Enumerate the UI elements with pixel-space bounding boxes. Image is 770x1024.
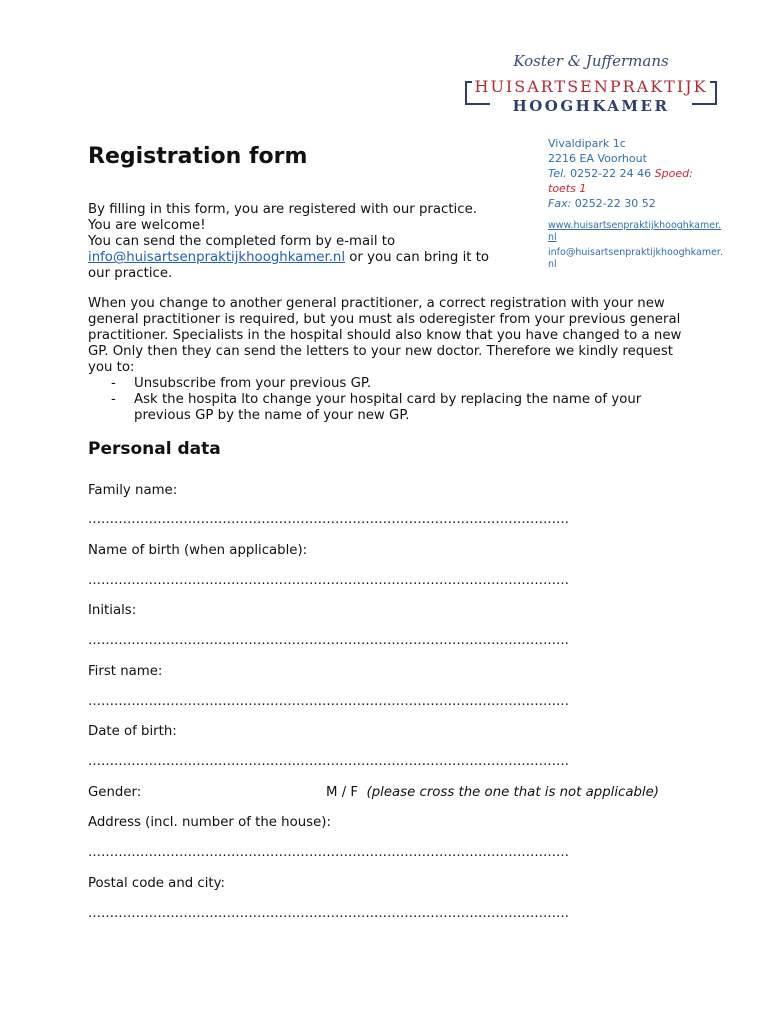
intro-line-4 [88,250,528,266]
logo-line-huisartsenpraktijk: HUISARTSENPRAKTIJK [474,77,708,96]
field-family-name[interactable]: ………………………………………………………………………………………………… [88,512,569,527]
logo-script-text: Koster & Juffermans [513,52,669,70]
label-address: Address (incl. number of the house): [88,815,331,830]
list-dash: - [111,376,116,391]
intro-line-4-rest: or you can bring it to [345,250,490,265]
label-family-name: Family name: [88,483,178,498]
contact-street: Vivaldipark 1c [548,137,626,150]
list-dash: - [111,392,116,407]
gender-mf: M / F [326,785,359,800]
intro-line-2: You are welcome! [88,218,206,233]
request-list [88,376,688,424]
intro-line-3: You can send the completed form by e-mail to [88,234,396,249]
field-initials[interactable]: ………………………………………………………………………………………………… [88,633,569,648]
list-item: - Unsubscribe from your previous GP. [111,376,372,391]
contact-fax [548,196,723,211]
contact-email[interactable]: info@huisartsenpraktijkhooghkamer.nl [548,247,723,270]
label-initials: Initials: [88,603,137,618]
website-link[interactable]: www.huisartsenpraktijkhooghkamer.nl [548,220,722,243]
field-postal-city[interactable]: ………………………………………………………………………………………………… [88,906,569,921]
logo-line-hooghkamer: HOOGHKAMER [512,97,670,115]
notice-paragraph [88,296,688,424]
tel-label: Tel. [548,167,567,180]
gender-note: (please cross the one that is not applicable) [366,785,659,800]
contact-city: 2216 EA Voorhout [548,152,647,165]
fax-label: Fax: [548,197,572,210]
list-item: - Ask the hospita lto change your hospital card by replacing the name of your previous GP by the name of your new GP. [111,392,642,423]
fax-value: 0252-22 30 52 [571,197,656,210]
field-first-name[interactable]: ………………………………………………………………………………………………… [88,694,569,709]
field-date-of-birth[interactable]: ………………………………………………………………………………………………… [88,754,569,769]
label-first-name: First name: [88,664,163,679]
intro-line-5: our practice. [88,266,173,281]
field-address[interactable]: ………………………………………………………………………………………………… [88,845,569,860]
label-gender: Gender: [88,785,142,800]
label-date-of-birth: Date of birth: [88,724,177,739]
page-title: Registration form [88,144,308,169]
tel-value: 0252-22 24 46 [566,167,655,180]
notice-text: When you change to another general practitioner, a correct registration with your new general practitioner is required, but you must als oderegister from your previous general practitioner. Specialists in the hospital should also know that you have changed to a new GP. Only then they can send the letters to your new doctor. Therefore we kindly request you to: [88,296,682,375]
intro-paragraph [88,202,528,282]
section-title-personal-data: Personal data [88,439,221,459]
contact-block [548,136,723,270]
practice-logo [460,52,722,118]
field-birth-name[interactable]: ………………………………………………………………………………………………… [88,573,569,588]
email-link[interactable]: info@huisartsenpraktijkhooghkamer.nl [88,250,346,265]
contact-phone [548,166,723,196]
label-postal-city: Postal code and city: [88,876,226,891]
gender-options[interactable] [326,785,659,800]
label-birth-name: Name of birth (when applicable): [88,543,308,558]
intro-line-1: By filling in this form, you are registered with our practice. [88,202,477,217]
spoed-text: Spoed: toets 1 [548,167,693,195]
